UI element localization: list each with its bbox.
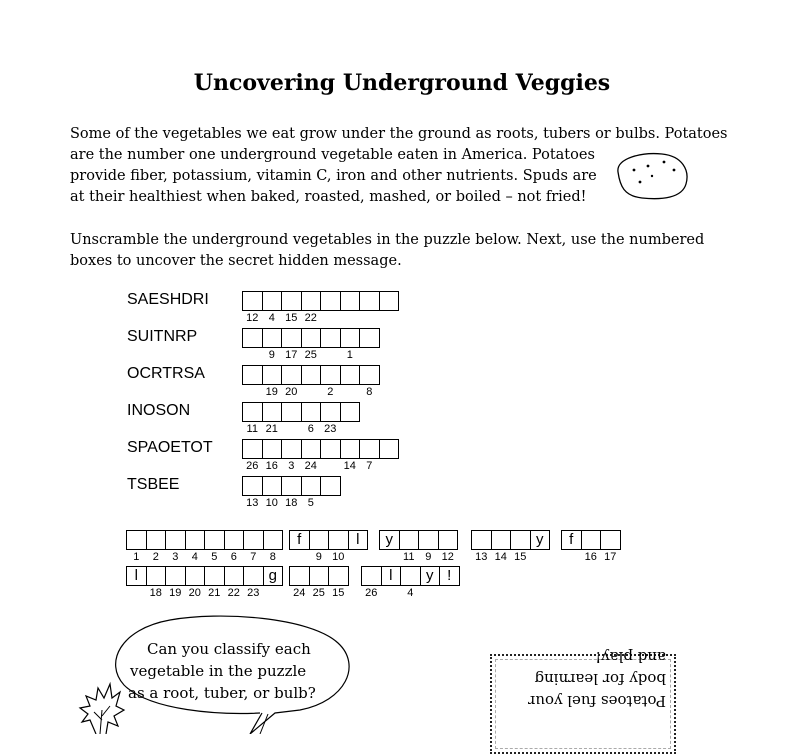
- box-number: 17: [285, 349, 298, 361]
- instructions-line: boxes to uncover the secret hidden message.: [70, 253, 402, 269]
- note-line: and play!: [595, 648, 666, 666]
- box-letter: l: [356, 531, 360, 548]
- letter-box[interactable]: [262, 439, 283, 472]
- letter-box[interactable]: [204, 530, 225, 563]
- letter-box[interactable]: [165, 566, 186, 599]
- letter-box[interactable]: [359, 439, 380, 472]
- box-letter: y: [426, 567, 434, 584]
- box-number: 11: [403, 551, 415, 563]
- note-text: [506, 646, 666, 712]
- letter-box[interactable]: [400, 566, 421, 599]
- box-number: 4: [268, 312, 275, 324]
- letter-box[interactable]: [301, 328, 322, 361]
- box-number: 9: [268, 349, 275, 361]
- scrambled-word: SPAOETOT: [127, 439, 213, 456]
- box-number: 7: [366, 460, 373, 472]
- box-letter: f: [569, 531, 574, 548]
- letter-box[interactable]: [263, 530, 284, 563]
- letter-box[interactable]: [281, 476, 302, 509]
- box-number: 1: [133, 551, 140, 563]
- letter-box[interactable]: [301, 291, 322, 324]
- letter-box[interactable]: [242, 476, 263, 509]
- box-number: 2: [327, 386, 334, 398]
- box-number: 19: [265, 386, 278, 398]
- letter-box[interactable]: [262, 291, 283, 324]
- letter-box[interactable]: [204, 566, 225, 599]
- box-number: 18: [149, 587, 162, 599]
- letter-box[interactable]: [126, 530, 147, 563]
- letter-box[interactable]: [242, 439, 263, 472]
- letter-box-group: [242, 328, 380, 361]
- letter-box[interactable]: [262, 328, 283, 361]
- letter-box-group: [242, 439, 399, 472]
- letter-box-group: [361, 566, 460, 599]
- letter-box[interactable]: [581, 530, 602, 563]
- letter-box-group: [242, 365, 380, 398]
- letter-box[interactable]: [340, 365, 361, 385]
- letter-box[interactable]: [438, 530, 459, 563]
- potato-illustration: [612, 150, 690, 202]
- box-number: 5: [211, 551, 218, 563]
- letter-box[interactable]: [165, 530, 186, 563]
- letter-box[interactable]: [262, 402, 283, 435]
- note-line: Potatoes fuel your: [528, 692, 666, 710]
- box-number: 5: [307, 497, 314, 509]
- letter-box[interactable]: [243, 530, 264, 563]
- box-number: 6: [230, 551, 237, 563]
- upside-down-note: [490, 648, 676, 754]
- letter-box[interactable]: [262, 365, 283, 398]
- letter-box[interactable]: [242, 328, 263, 348]
- letter-box[interactable]: [281, 328, 302, 361]
- box-number: 20: [188, 587, 201, 599]
- letter-box-group: [126, 566, 283, 599]
- letter-box[interactable]: [359, 328, 380, 348]
- letter-box[interactable]: [340, 328, 361, 361]
- box-number: 15: [514, 551, 527, 563]
- box-number: 25: [312, 587, 325, 599]
- letter-box[interactable]: [359, 365, 380, 398]
- box-number: 11: [246, 423, 258, 435]
- box-letter: y: [536, 531, 544, 548]
- letter-box[interactable]: [359, 291, 380, 311]
- letter-box[interactable]: [146, 566, 167, 599]
- letter-box[interactable]: [381, 566, 402, 586]
- box-number: 23: [324, 423, 337, 435]
- letter-box[interactable]: [561, 530, 582, 550]
- box-number: 12: [246, 312, 259, 324]
- letter-box[interactable]: [289, 530, 310, 550]
- letter-box[interactable]: [185, 530, 206, 563]
- letter-box[interactable]: [301, 439, 322, 472]
- box-number: 8: [269, 551, 276, 563]
- letter-box[interactable]: [320, 328, 341, 348]
- box-number: 19: [169, 587, 182, 599]
- letter-box[interactable]: [379, 439, 400, 459]
- box-letter: l: [389, 567, 393, 584]
- bubble-text: [128, 638, 316, 704]
- instructions-line: Unscramble the underground vegetables in the puzzle below. Next, use the numbered: [70, 232, 705, 248]
- box-number: 14: [343, 460, 356, 472]
- box-number: 26: [246, 460, 259, 472]
- letter-box-group: [561, 530, 621, 563]
- letter-box[interactable]: [348, 530, 369, 550]
- letter-box[interactable]: [320, 439, 341, 459]
- letter-box[interactable]: [301, 365, 322, 385]
- letter-box[interactable]: [309, 566, 330, 599]
- box-number: 26: [365, 587, 378, 599]
- letter-box[interactable]: [471, 530, 492, 563]
- letter-box[interactable]: [530, 530, 551, 550]
- box-number: 21: [265, 423, 278, 435]
- intro-line: provide fiber, potassium, vitamin C, iron and other nutrients. Spuds are: [70, 168, 597, 184]
- letter-box[interactable]: [224, 530, 245, 563]
- box-number: 7: [250, 551, 257, 563]
- box-number: 21: [208, 587, 221, 599]
- scrambled-word: OCRTRSA: [127, 365, 205, 382]
- box-number: 4: [191, 551, 198, 563]
- page-title: Uncovering Underground Veggies: [193, 70, 611, 96]
- letter-box[interactable]: [340, 402, 361, 422]
- box-number: 23: [247, 587, 260, 599]
- scrambled-word: INOSON: [127, 402, 191, 419]
- letter-box[interactable]: [328, 566, 349, 599]
- letter-box[interactable]: [289, 566, 310, 599]
- box-number: 24: [293, 587, 306, 599]
- letter-box[interactable]: [126, 566, 147, 586]
- letter-box[interactable]: [281, 365, 302, 398]
- letter-box[interactable]: [379, 291, 400, 311]
- box-number: 6: [307, 423, 314, 435]
- letter-box[interactable]: [320, 402, 341, 435]
- box-letter: l: [134, 567, 138, 584]
- box-number: 22: [304, 312, 317, 324]
- box-number: 24: [304, 460, 317, 472]
- letter-box[interactable]: [320, 291, 341, 311]
- scrambled-word: TSBEE: [127, 476, 180, 493]
- letter-box[interactable]: [340, 439, 361, 472]
- letter-box-group: [289, 530, 368, 563]
- leafy-plant-icon: [76, 680, 126, 734]
- letter-box[interactable]: [399, 530, 420, 563]
- box-number: 4: [407, 587, 414, 599]
- box-number: 9: [425, 551, 432, 563]
- bubble-line: vegetable in the puzzle: [130, 662, 307, 680]
- scrambled-word: SAESHDRI: [127, 291, 209, 308]
- letter-box[interactable]: [146, 530, 167, 563]
- letter-box-group: [379, 530, 458, 563]
- box-number: 3: [288, 460, 295, 472]
- letter-box[interactable]: [243, 566, 264, 599]
- letter-box[interactable]: [262, 476, 283, 509]
- bubble-line: as a root, tuber, or bulb?: [128, 684, 316, 702]
- box-number: 16: [265, 460, 278, 472]
- letter-box[interactable]: [242, 402, 263, 435]
- box-number: 18: [285, 497, 298, 509]
- box-number: 15: [332, 587, 345, 599]
- box-number: 14: [494, 551, 507, 563]
- letter-box[interactable]: [379, 530, 400, 550]
- letter-box[interactable]: [361, 566, 382, 599]
- letter-box[interactable]: [224, 566, 245, 599]
- box-number: 13: [246, 497, 259, 509]
- letter-box-group: [242, 402, 360, 435]
- box-letter: !: [447, 567, 452, 584]
- box-number: 12: [441, 551, 454, 563]
- letter-box[interactable]: [340, 291, 361, 311]
- intro-line: are the number one underground vegetable eaten in America. Potatoes: [70, 147, 595, 163]
- box-number: 13: [475, 551, 488, 563]
- note-line: body for learning: [534, 670, 666, 688]
- intro-line: at their healthiest when baked, roasted, mashed, or boiled – not fried!: [70, 189, 587, 205]
- letter-box-group: [242, 476, 341, 509]
- box-number: 3: [172, 551, 179, 563]
- letter-box-group: [471, 530, 550, 563]
- letter-box[interactable]: [600, 530, 621, 563]
- letter-box[interactable]: [320, 365, 341, 398]
- letter-box[interactable]: [320, 476, 341, 496]
- intro-line: Some of the vegetables we eat grow under the ground as roots, tubers or bulbs. Potatoes: [70, 126, 728, 142]
- box-number: 25: [304, 349, 317, 361]
- letter-box[interactable]: [281, 291, 302, 324]
- letter-box[interactable]: [328, 530, 349, 563]
- letter-box[interactable]: [263, 566, 284, 586]
- letter-box[interactable]: [281, 439, 302, 472]
- box-number: 22: [227, 587, 240, 599]
- box-number: 8: [366, 386, 373, 398]
- letter-box-group: [126, 530, 283, 563]
- letter-box-group: [289, 566, 349, 599]
- box-number: 9: [315, 551, 322, 563]
- letter-box[interactable]: [185, 566, 206, 599]
- box-number: 16: [584, 551, 597, 563]
- letter-box[interactable]: [242, 365, 263, 385]
- box-letter: g: [268, 567, 277, 584]
- letter-box-group: [242, 291, 399, 324]
- letter-box[interactable]: [301, 402, 322, 435]
- letter-box[interactable]: [309, 530, 330, 563]
- letter-box[interactable]: [301, 476, 322, 509]
- letter-box[interactable]: [281, 402, 302, 422]
- letter-box[interactable]: [510, 530, 531, 563]
- box-number: 1: [346, 349, 353, 361]
- letter-box[interactable]: [491, 530, 512, 563]
- box-number: 17: [604, 551, 617, 563]
- letter-box[interactable]: [418, 530, 439, 563]
- bubble-line: Can you classify each: [147, 640, 311, 658]
- letter-box[interactable]: [420, 566, 441, 586]
- box-letter: y: [385, 531, 393, 548]
- box-number: 10: [332, 551, 345, 563]
- scrambled-word: SUITNRP: [127, 328, 198, 345]
- box-number: 2: [152, 551, 159, 563]
- box-letter: f: [297, 531, 302, 548]
- box-number: 10: [265, 497, 278, 509]
- letter-box[interactable]: [439, 566, 460, 586]
- instructions: [70, 230, 704, 272]
- box-number: 15: [285, 312, 298, 324]
- letter-box[interactable]: [242, 291, 263, 324]
- box-number: 20: [285, 386, 298, 398]
